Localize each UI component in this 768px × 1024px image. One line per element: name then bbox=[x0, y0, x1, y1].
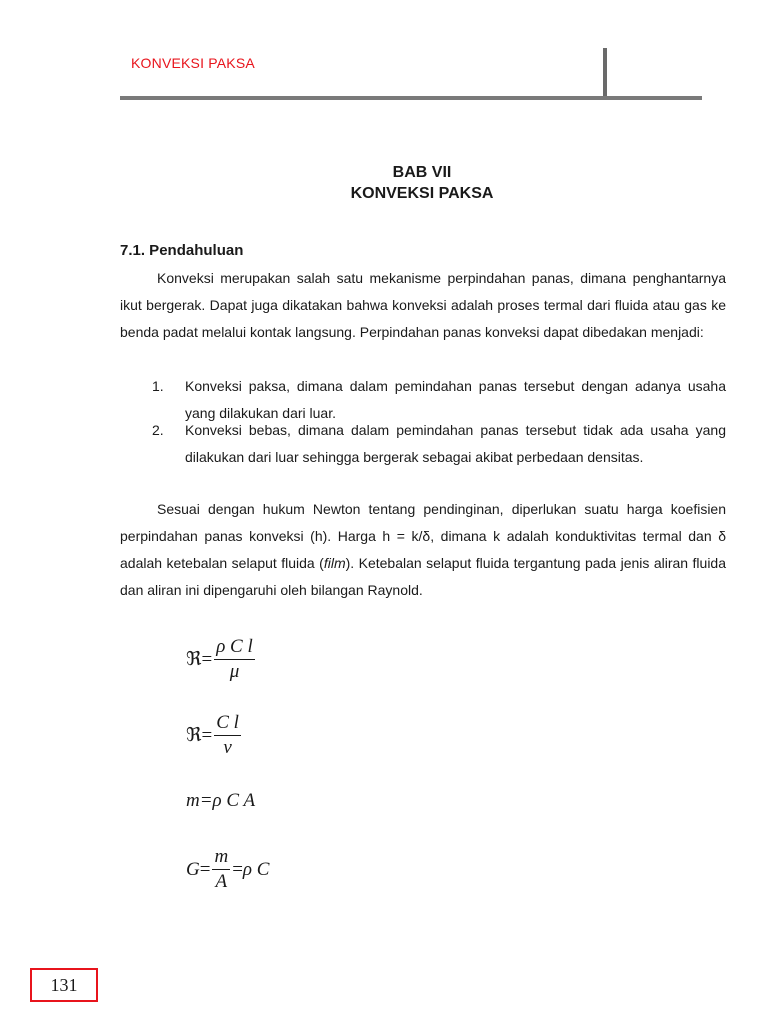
formula-equals: = bbox=[199, 858, 211, 880]
fraction-denominator: μ bbox=[229, 661, 240, 682]
formula-equals: = bbox=[201, 648, 213, 670]
paragraph-text: Sesuai dengan hukum Newton tentang pendinginan, diperlukan suatu harga koefisien perpindahan panas konveksi (h). Harga h = k/δ, dimana k adalah konduktivitas termal dan δ adalah ketebalan selaput fluida ( bbox=[120, 501, 726, 571]
formula-lhs: ℜ bbox=[186, 725, 202, 746]
header-rule bbox=[120, 96, 702, 100]
formula-rhs: ρ C bbox=[242, 858, 270, 880]
paragraph-text: ). Ketebalan selaput fluida tergantung pada jenis aliran fluida dan aliran ini dipengaruhi oleh bilangan Raynold. bbox=[120, 555, 726, 598]
fraction-denominator: A bbox=[215, 871, 228, 892]
fraction-numerator: C l bbox=[214, 712, 241, 736]
list-item-number: 2. bbox=[152, 422, 164, 438]
fraction-denominator: v bbox=[223, 737, 232, 758]
fraction-numerator: m bbox=[212, 846, 230, 870]
list-item-number: 1. bbox=[152, 378, 164, 394]
formula-lhs: G bbox=[186, 858, 200, 880]
formula-expression: m=ρ C A bbox=[186, 790, 256, 811]
page-number: 131 bbox=[50, 974, 78, 995]
formula-mass-velocity bbox=[186, 846, 269, 893]
list-item-text: Konveksi paksa, dimana dalam pemindahan panas tersebut dengan adanya usaha yang dilakukan dari luar. bbox=[185, 378, 726, 421]
formula-mass-flow bbox=[186, 790, 255, 812]
list-item-text: Konveksi bebas, dimana dalam pemindahan panas tersebut tidak ada usaha yang dilakukan dari luar sehingga bergerak sebagai akibat perbedaan densitas. bbox=[185, 422, 726, 465]
formula-equals: = bbox=[201, 724, 213, 746]
chapter-number: BAB VII bbox=[392, 164, 452, 181]
fraction-numerator: ρ C l bbox=[214, 636, 255, 660]
film-term: film bbox=[323, 555, 346, 571]
newton-paragraph bbox=[120, 496, 726, 604]
page-number-box bbox=[30, 968, 98, 1002]
formula-fraction bbox=[214, 712, 241, 759]
chapter-title: KONVEKSI PAKSA bbox=[350, 185, 494, 202]
formula-equals: = bbox=[232, 858, 243, 880]
formula-lhs: ℜ bbox=[186, 649, 202, 670]
formula-reynolds-dynamic bbox=[186, 636, 257, 683]
intro-paragraph: Konveksi merupakan salah satu mekanisme perpindahan panas, dimana penghantarnya ikut bergerak. Dapat juga dikatakan bahwa konveksi adalah proses termal dari fluida atau gas ke benda padat melalui kontak langsung. Perpindahan panas konveksi dapat dibedakan menjadi: bbox=[120, 270, 726, 340]
formula-fraction bbox=[214, 636, 255, 683]
section-heading: 7.1. Pendahuluan bbox=[120, 242, 244, 259]
header-vertical-bar bbox=[603, 48, 607, 98]
formula-fraction bbox=[212, 846, 230, 893]
running-header-title: KONVEKSI PAKSA bbox=[131, 55, 255, 71]
formula-reynolds-kinematic bbox=[186, 712, 243, 759]
